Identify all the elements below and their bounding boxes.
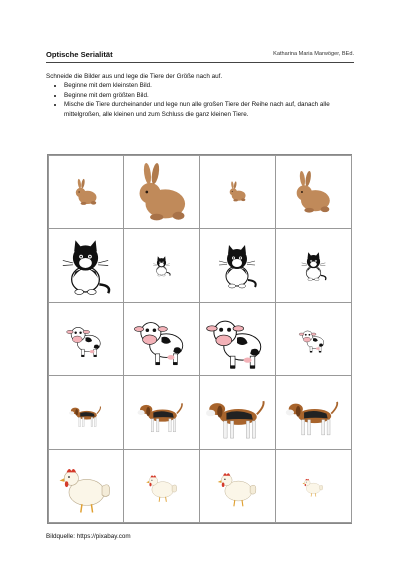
worksheet-title: Optische Serialität — [46, 50, 113, 59]
grid-cell-hen — [199, 449, 276, 524]
dog-image — [136, 387, 187, 438]
grid-cell-cow — [48, 302, 125, 377]
animal-grid — [47, 154, 352, 524]
cow-image — [204, 306, 270, 372]
grid-cell-rabbit — [123, 155, 200, 230]
grid-cell-hen — [275, 449, 352, 524]
grid-cell-dog — [123, 375, 200, 450]
hen-image — [215, 464, 260, 509]
step-item: • Mische die Tiere durcheinander und lege nun alle großen Tiere der Reihe nach auf, danach alle mittelgroßen, alle kleinen und zum Schluss die ganz kleinen Tiere. — [64, 100, 356, 119]
dog-image — [284, 383, 343, 442]
cow-image — [298, 324, 328, 354]
step-item: • Beginne mit dem größten Bild. — [64, 91, 356, 100]
step-item: • Beginne mit dem kleinsten Bild. — [64, 81, 356, 90]
grid-cell-cat — [275, 228, 352, 303]
instruction-steps — [46, 81, 356, 119]
cat-image — [150, 254, 173, 277]
grid-cell-cow — [199, 302, 276, 377]
cow-image — [65, 318, 106, 359]
grid-cell-dog — [199, 375, 276, 450]
cat-image — [54, 234, 117, 297]
grid-cell-cow — [275, 302, 352, 377]
grid-cell-dog — [275, 375, 352, 450]
cow-image — [132, 309, 191, 368]
rabbit-image — [71, 177, 101, 207]
hen-image — [56, 457, 115, 516]
instruction-text: Schneide die Bilder aus und lege die Tiere der Größe nach auf. — [46, 73, 223, 80]
grid-cell-rabbit — [199, 155, 276, 230]
instructions — [46, 72, 356, 119]
grid-cell-hen — [123, 449, 200, 524]
grid-cell-cat — [48, 228, 125, 303]
image-source: Bildquelle: https://pixabay.com — [46, 533, 131, 540]
hen-image — [144, 468, 180, 504]
grid-cell-hen — [48, 449, 125, 524]
rabbit-image — [129, 159, 195, 225]
author-name: Katharina Maria Marwöger, BEd. — [273, 51, 354, 57]
grid-cell-cat — [123, 228, 200, 303]
grid-cell-cow — [123, 302, 200, 377]
rabbit-image — [226, 180, 249, 203]
dog-image — [204, 380, 270, 446]
page-header — [46, 48, 354, 63]
grid-cell-rabbit — [48, 155, 125, 230]
dog-image — [68, 395, 104, 431]
grid-cell-rabbit — [275, 155, 352, 230]
hen-image — [301, 474, 325, 498]
grid-cell-cat — [199, 228, 276, 303]
cat-image — [297, 249, 330, 282]
cat-image — [212, 240, 262, 290]
rabbit-image — [289, 168, 337, 216]
grid-cell-dog — [48, 375, 125, 450]
